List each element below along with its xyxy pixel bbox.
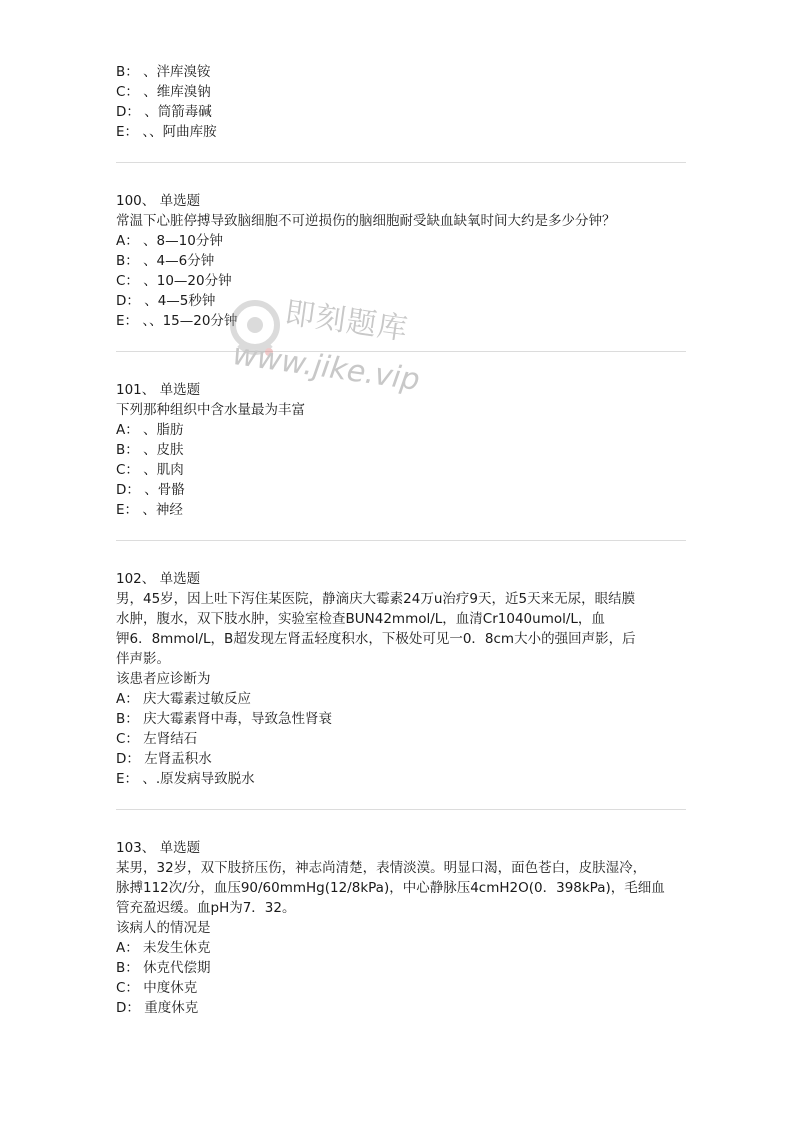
question-header: 101、 单选题 — [116, 382, 201, 398]
question-stem: 下列那种组织中含水量最为丰富 — [116, 402, 305, 418]
option-b[interactable]: B： 、皮肤 — [116, 442, 184, 458]
divider — [116, 540, 686, 541]
option-a[interactable]: A： 、8—10分钟 — [116, 233, 223, 249]
question-101 — [116, 380, 686, 520]
question-stem-line: 脉搏112次/分，血压90/60mmHg(12/8kPa)，中心静脉压4cmH2O(0．398kPa)，毛细血 — [116, 880, 665, 896]
question-prompt: 该患者应诊断为 — [116, 671, 211, 687]
divider — [116, 351, 686, 352]
option-b[interactable]: B： 、泮库溴铵 — [116, 64, 211, 80]
option-a[interactable]: A： 、脂肪 — [116, 422, 184, 438]
question-header: 100、 单选题 — [116, 193, 201, 209]
divider — [116, 162, 686, 163]
option-d[interactable]: D： 、骨骼 — [116, 482, 185, 498]
option-d[interactable]: D： 重度休克 — [116, 1000, 199, 1016]
option-c[interactable]: C： 、10—20分钟 — [116, 273, 232, 289]
question-stem-line: 伴声影。 — [116, 651, 170, 667]
option-a[interactable]: A： 庆大霉素过敏反应 — [116, 691, 252, 707]
option-e[interactable]: E： 、、15—20分钟 — [116, 313, 238, 329]
question-stem: 常温下心脏停搏导致脑细胞不可逆损伤的脑细胞耐受缺血缺氧时间大约是多少分钟？ — [116, 213, 616, 229]
question-stem-line: 水肿，腹水，双下肢水肿，实验室检查BUN42mmol/L，血清Cr1040umol/L，血 — [116, 611, 605, 627]
question-header: 102、 单选题 — [116, 571, 201, 587]
divider — [116, 809, 686, 810]
prev-question-options — [116, 62, 686, 142]
option-d[interactable]: D： 、筒箭毒碱 — [116, 104, 212, 120]
option-d[interactable]: D： 、4—5秒钟 — [116, 293, 216, 309]
option-a[interactable]: A： 未发生休克 — [116, 940, 211, 956]
question-stem-line: 钾6．8mmol/L，B超发现左肾盂轻度积水，下极处可见一0．8cm大小的强回声影，后 — [116, 631, 636, 647]
question-stem-line: 某男，32岁，双下肢挤压伤，神志尚清楚，表情淡漠。明显口渴，面色苍白，皮肤湿冷， — [116, 860, 647, 876]
option-c[interactable]: C： 、维库溴钠 — [116, 84, 211, 100]
watermark-brand: 即刻题库 — [282, 295, 411, 348]
question-103 — [116, 838, 686, 1018]
question-prompt: 该病人的情况是 — [116, 920, 211, 936]
option-b[interactable]: B： 庆大霉素肾中毒，导致急性肾衰 — [116, 711, 333, 727]
option-e[interactable]: E： 、.原发病导致脱水 — [116, 771, 255, 787]
option-c[interactable]: C： 、肌肉 — [116, 462, 184, 478]
question-stem-line: 男，45岁，因上吐下泻住某医院，静滴庆大霉素24万u治疗9天，近5天来无尿，眼结膜 — [116, 591, 636, 607]
option-e[interactable]: E： 、、阿曲库胺 — [116, 124, 217, 140]
question-stem-line: 管充盈迟缓。血pH为7．32。 — [116, 900, 296, 916]
document-page — [116, 62, 686, 1018]
option-c[interactable]: C： 左肾结石 — [116, 731, 198, 747]
option-b[interactable]: B： 休克代偿期 — [116, 960, 211, 976]
option-b[interactable]: B： 、4—6分钟 — [116, 253, 215, 269]
question-102 — [116, 569, 686, 789]
watermark-url: www.jike.vip — [230, 337, 422, 398]
question-header: 103、 单选题 — [116, 840, 201, 856]
option-e[interactable]: E： 、神经 — [116, 502, 183, 518]
option-d[interactable]: D： 左肾盂积水 — [116, 751, 212, 767]
option-c[interactable]: C： 中度休克 — [116, 980, 198, 996]
